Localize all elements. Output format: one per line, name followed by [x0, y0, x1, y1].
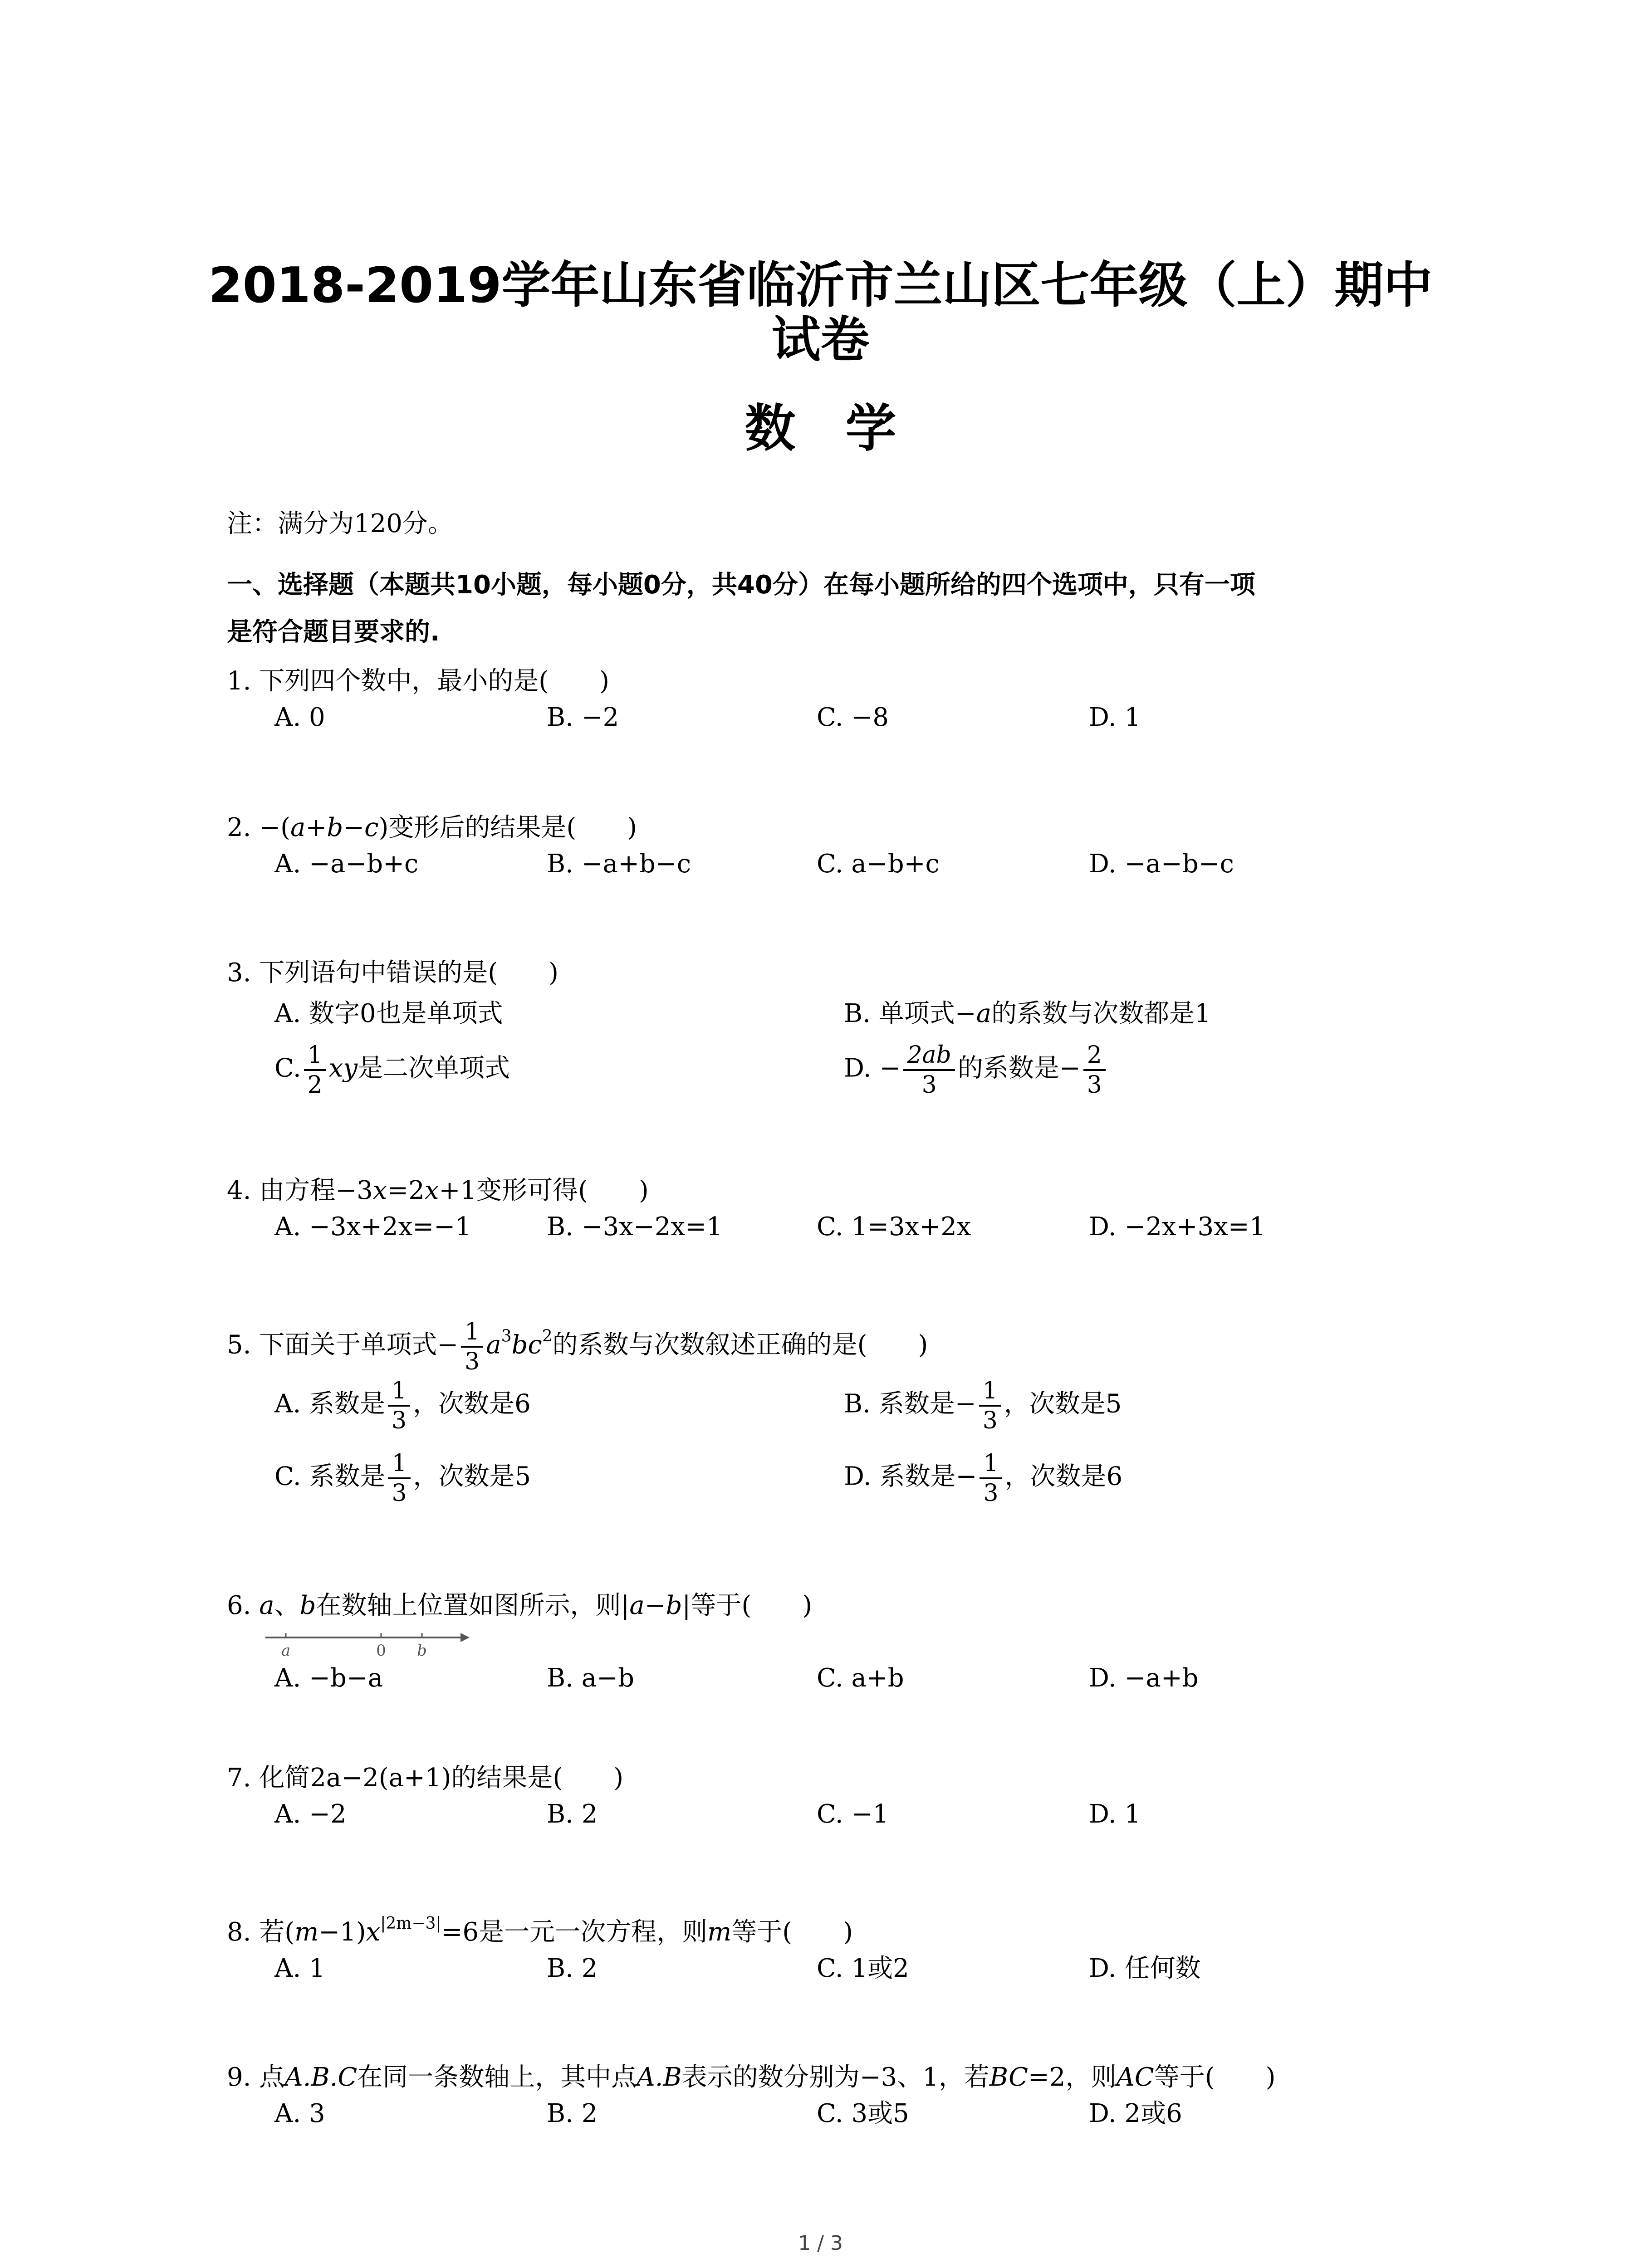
question-4-stem: 4. 由方程−3x=2x+1变形可得( ) — [227, 1176, 649, 1205]
question-3 — [227, 955, 1452, 1109]
label-a: a — [281, 1642, 291, 1660]
question-2-stem: 2. −(a+b−c)变形后的结果是( ) — [227, 813, 637, 842]
question-2 — [227, 810, 1452, 891]
option-c: C. 系数是 $\frac{1}{3}$ ，次数是5 — [274, 1450, 531, 1507]
question-8-stem: 8. 若$(m-1)x^{|2m-3|}=6$是一元一次方程，则m等于( ) — [227, 1914, 853, 1947]
question-3-options-row-1 — [227, 991, 1452, 1041]
option-c: C. −1 — [817, 1799, 889, 1829]
option-d: D. 系数是− $\frac{1}{3}$ ，次数是6 — [844, 1450, 1123, 1507]
option-a: A. −b−a — [274, 1663, 383, 1693]
option-d: D. −a−b−c — [1089, 849, 1234, 879]
section-heading — [227, 562, 1452, 656]
option-b: B. 2 — [547, 1954, 598, 1983]
question-1-options — [227, 699, 1452, 745]
question-6 — [227, 1588, 1452, 1624]
option-c: C. a−b+c — [817, 849, 940, 879]
question-4-options — [227, 1209, 1452, 1254]
question-7-options — [227, 1796, 1452, 1842]
title-line-2: 试卷 — [771, 312, 870, 368]
question-4 — [227, 1173, 1452, 1254]
option-c: C. $\frac{1}{2}$ xy是二次单项式 — [274, 1041, 510, 1099]
option-d: D. − $\frac{2ab}{3}$ 的系数是− $\frac{2}{3}$ — [844, 1041, 1108, 1099]
question-5-options-row-2 — [227, 1449, 1452, 1517]
label-zero: 0 — [376, 1642, 386, 1660]
question-5-stem: 5. 下面关于单项式− $\frac{1}{3}$ $a^3bc^2$的系数与次数叙述正确的是( ) — [227, 1318, 928, 1375]
option-c: C. a+b — [817, 1663, 904, 1693]
question-6-options — [227, 1660, 1452, 1706]
option-c: C. 1=3x+2x — [817, 1212, 971, 1242]
option-a: A. 3 — [274, 2099, 325, 2128]
option-b: B. 2 — [547, 2099, 598, 2128]
number-line-arrow — [460, 1633, 470, 1642]
option-a: A. 0 — [274, 703, 325, 732]
question-1-stem: 1. 下列四个数中，最小的是( ) — [227, 666, 609, 696]
option-b: B. −2 — [547, 703, 619, 732]
question-5 — [227, 1318, 1452, 1517]
question-3-stem: 3. 下列语句中错误的是( ) — [227, 958, 558, 987]
question-5-options-row-1 — [227, 1377, 1452, 1449]
question-3-options-row-2 — [227, 1041, 1452, 1109]
label-b: b — [417, 1642, 427, 1660]
option-a: A. −a−b+c — [274, 849, 419, 879]
question-8-options — [227, 1950, 1452, 1996]
section-line-2: 是符合题目要求的. — [227, 617, 440, 647]
option-c: C. 3或5 — [817, 2099, 909, 2128]
option-d: D. 1 — [1089, 703, 1141, 732]
option-d: D. 任何数 — [1089, 1954, 1201, 1983]
option-b: B. 单项式−a的系数与次数都是1 — [844, 999, 1211, 1028]
option-b: B. 系数是− $\frac{1}{3}$ ，次数是5 — [844, 1377, 1122, 1434]
question-7-stem: 7. 化简2a−2(a+1)的结果是( ) — [227, 1763, 624, 1793]
option-a: A. −2 — [274, 1799, 347, 1829]
page-number: 1 / 3 — [798, 2232, 843, 2255]
subject-heading: 数学 — [745, 399, 946, 458]
question-1 — [227, 663, 1452, 745]
option-a: A. 1 — [274, 1954, 325, 1983]
section-line-1: 一、选择题（本题共10小题，每小题0分，共40分）在每小题所给的四个选项中，只有一项 — [227, 570, 1255, 600]
question-2-options — [227, 846, 1452, 891]
option-c: C. 1或2 — [817, 1954, 909, 1983]
option-b: B. a−b — [547, 1663, 634, 1693]
option-a: A. 系数是 $\frac{1}{3}$ ，次数是6 — [274, 1377, 531, 1434]
note: 注：满分为120分。 — [227, 509, 453, 538]
title-line-1: 2018-2019学年山东省临沂市兰山区七年级（上）期中 — [208, 257, 1433, 314]
question-9 — [227, 2059, 1452, 2141]
option-c: C. −8 — [817, 703, 889, 732]
number-line-figure — [265, 1624, 470, 1665]
option-b: B. −3x−2x=1 — [547, 1212, 723, 1242]
option-a: A. 数字0也是单项式 — [274, 999, 503, 1028]
option-b: B. 2 — [547, 1799, 598, 1829]
option-d: D. −2x+3x=1 — [1089, 1212, 1266, 1242]
option-d: D. −a+b — [1089, 1663, 1199, 1693]
option-d: D. 1 — [1089, 1799, 1141, 1829]
question-9-options — [227, 2096, 1452, 2141]
option-b: B. −a+b−c — [547, 849, 691, 879]
question-7 — [227, 1760, 1452, 1842]
question-6-stem: 6. a、b在数轴上位置如图所示，则|a−b|等于( ) — [227, 1591, 813, 1620]
question-9-stem: 9. 点A.B.C在同一条数轴上，其中点A.B表示的数分别为−3、1，若BC=2，则AC等于( ) — [227, 2063, 1276, 2092]
question-6-options-wrap — [227, 1660, 1452, 1706]
option-a: A. −3x+2x=−1 — [274, 1212, 471, 1242]
option-d: D. 2或6 — [1089, 2099, 1182, 2128]
question-8 — [227, 1914, 1452, 1996]
